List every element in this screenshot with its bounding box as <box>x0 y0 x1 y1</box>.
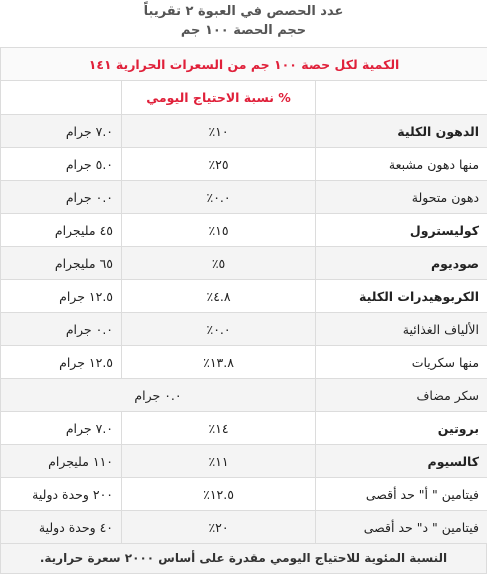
table-row <box>1 115 487 148</box>
nutrient-name: سكر مضاف <box>316 379 487 412</box>
nutrient-amount: ١١٠ مليجرام <box>1 445 122 478</box>
nutrient-amount: ٤٠ وحدة دولية <box>1 511 122 544</box>
nutrient-amount: ٥.٠ جرام <box>1 148 122 181</box>
nutrient-name: صوديوم <box>316 247 487 280</box>
nutrient-name: الكربوهيدرات الكلية <box>316 280 487 313</box>
daily-value-percent: ٤.٨٪ <box>122 280 316 313</box>
table-row <box>1 445 487 478</box>
table-row <box>1 280 487 313</box>
nutrient-name: دهون متحولة <box>316 181 487 214</box>
nutrient-amount: ٧.٠ جرام <box>1 412 122 445</box>
nutrient-amount: ١٢.٥ جرام <box>1 346 122 379</box>
table-row <box>1 379 487 412</box>
calories-title: الكمية لكل حصة ١٠٠ جم من السعرات الحرارية ١٤١ <box>1 48 487 81</box>
daily-value-header: % نسبة الاحتياج اليومي <box>122 81 316 115</box>
nutrient-amount: ٤٥ مليجرام <box>1 214 122 247</box>
table-row <box>1 313 487 346</box>
nutrition-table <box>0 47 487 544</box>
nutrient-name: بروتين <box>316 412 487 445</box>
nutrient-name: الدهون الكلية <box>316 115 487 148</box>
table-row <box>1 346 487 379</box>
table-row <box>1 181 487 214</box>
table-row <box>1 412 487 445</box>
nutrient-amount: ٧.٠ جرام <box>1 115 122 148</box>
nutrient-name: فيتامين " د" حد أقصى <box>316 511 487 544</box>
nutrient-name: الألياف الغذائية <box>316 313 487 346</box>
table-row <box>1 478 487 511</box>
header-blank-amount <box>1 81 122 115</box>
nutrient-amount: ٠.٠ جرام <box>1 181 122 214</box>
nutrient-name: منها دهون مشبعة <box>316 148 487 181</box>
table-row <box>1 214 487 247</box>
header-blank-name <box>316 81 487 115</box>
daily-value-percent: ٢٥٪ <box>122 148 316 181</box>
nutrient-amount: ٦٥ مليجرام <box>1 247 122 280</box>
nutrient-amount: ٢٠٠ وحدة دولية <box>1 478 122 511</box>
serving-info <box>0 0 487 47</box>
nutrient-amount: ٠.٠ جرام <box>1 313 122 346</box>
daily-value-percent: ١١٪ <box>122 445 316 478</box>
nutrient-name: كوليسترول <box>316 214 487 247</box>
servings-per-container: عدد الحصص في العبوة ٢ تقريباً <box>0 0 487 21</box>
table-row <box>1 148 487 181</box>
table-row <box>1 247 487 280</box>
daily-value-percent: ١٢.٥٪ <box>122 478 316 511</box>
daily-value-percent: ٠.٠٪ <box>122 181 316 214</box>
daily-value-percent: ١٤٪ <box>122 412 316 445</box>
table-row <box>1 511 487 544</box>
daily-value-percent: ١٥٪ <box>122 214 316 247</box>
daily-value-percent: ٥٪ <box>122 247 316 280</box>
nutrient-name: منها سكريات <box>316 346 487 379</box>
serving-size: حجم الحصة ١٠٠ جم <box>0 21 487 41</box>
nutrient-amount: ١٢.٥ جرام <box>1 280 122 313</box>
daily-value-percent: ٢٠٪ <box>122 511 316 544</box>
daily-value-percent: ١٠٪ <box>122 115 316 148</box>
nutrient-name: كالسيوم <box>316 445 487 478</box>
daily-value-percent: ٠.٠٪ <box>122 313 316 346</box>
nutrient-name: فيتامين " أ" حد أقصى <box>316 478 487 511</box>
daily-value-footnote: النسبة المئوية للاحتياج اليومي مقدرة على أساس ٢٠٠٠ سعرة حرارية. <box>0 544 487 574</box>
nutrient-amount: ٠.٠ جرام <box>1 379 316 412</box>
daily-value-percent: ١٣.٨٪ <box>122 346 316 379</box>
